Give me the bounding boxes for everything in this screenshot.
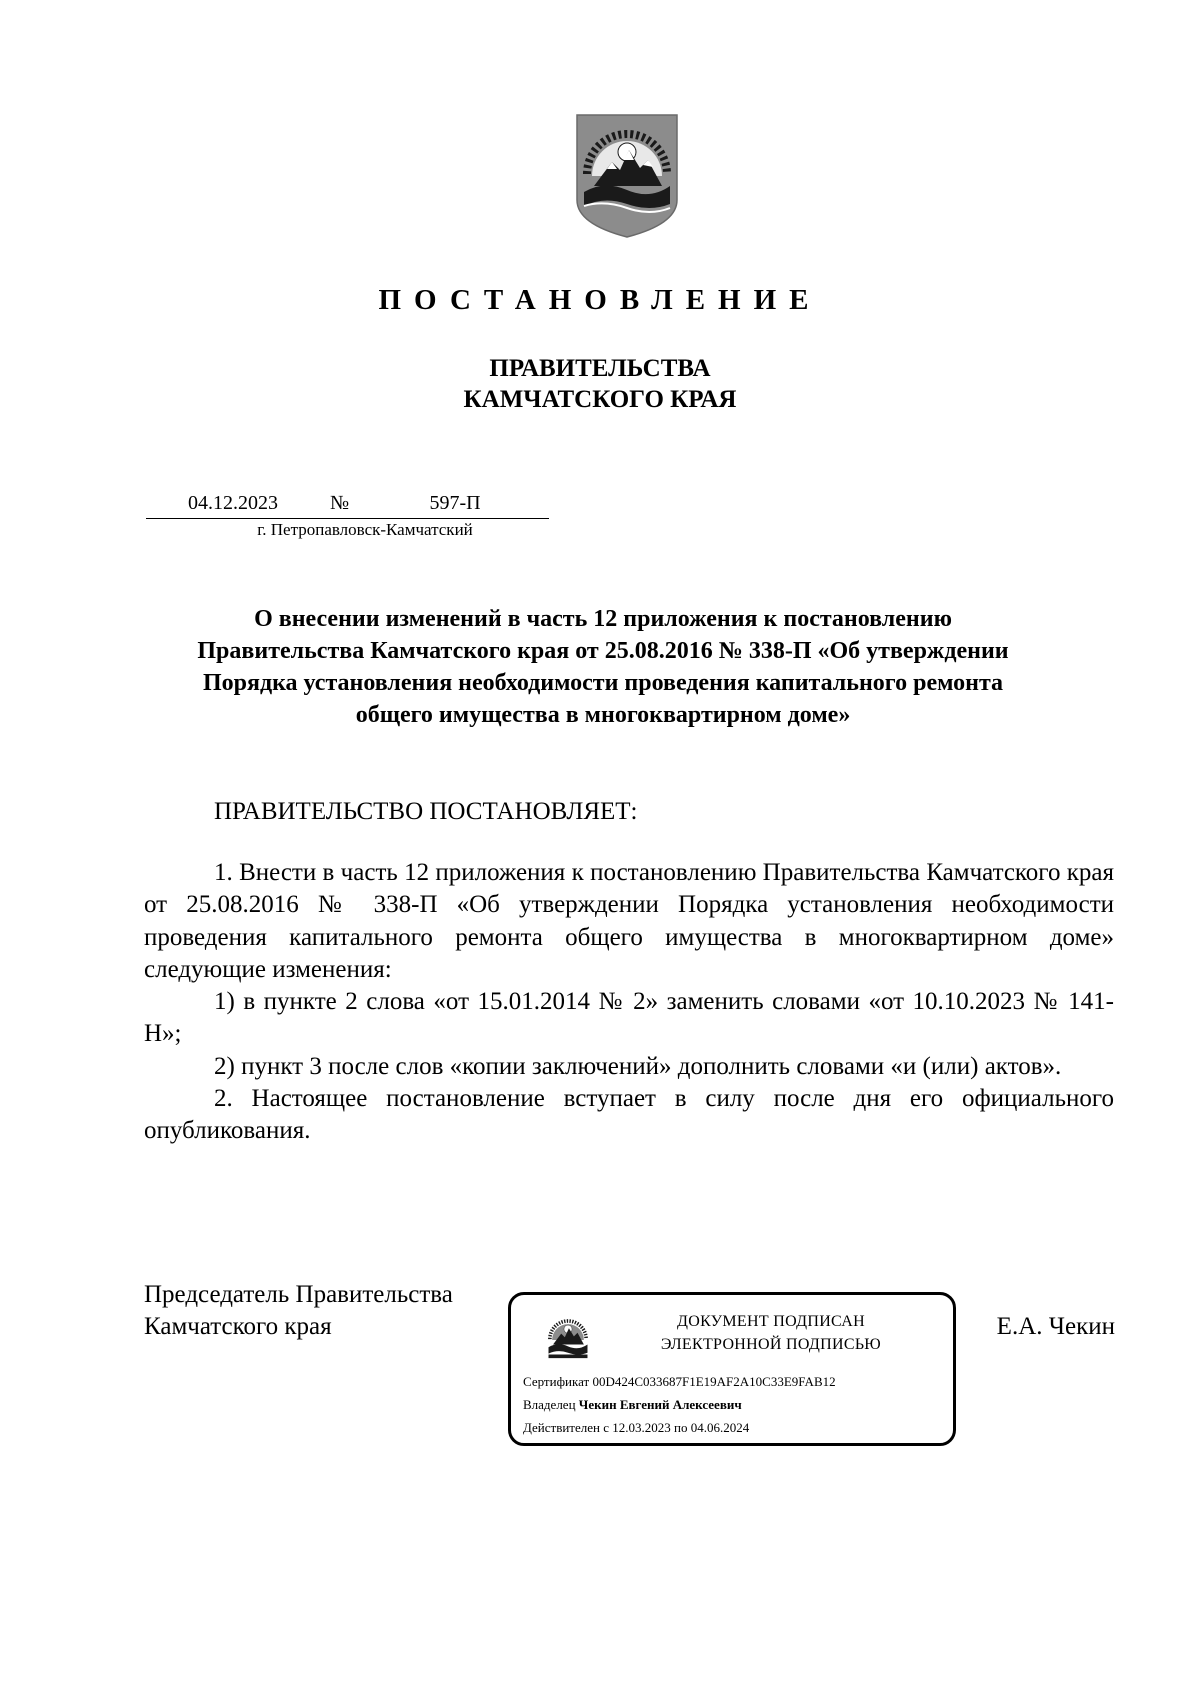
kamchatka-coat-of-arms-icon — [543, 1311, 593, 1369]
paragraph: 1. Внести в часть 12 приложения к постановлению Правительства Камчатского края от 25.08.2016 № 338-П «Об утверждении Порядка установления необходимости проведения капитального ремонта общего имущества в многоквартирном доме» следующие изменения: — [144, 859, 1114, 983]
electronic-signature-stamp — [508, 1292, 956, 1446]
authority-line-1: ПРАВИТЕЛЬСТВА — [489, 355, 711, 382]
signer-position-line: Председатель Правительства — [144, 1281, 453, 1308]
title-line: Порядка установления необходимости проведения капитального ремонта — [202, 670, 1004, 696]
authority-line-2: КАМЧАТСКОГО КРАЯ — [463, 386, 737, 413]
document-title — [150, 603, 1056, 731]
document-body — [144, 857, 1114, 1148]
paragraph: 1) в пункте 2 слова «от 15.01.2014 № 2» заменить словами «от 10.10.2023 № 141-Н»; — [144, 988, 1114, 1048]
number-sign: № — [330, 492, 350, 514]
paragraph: 2. Настоящее постановление вступает в силу после дня его официального опубликования. — [144, 1085, 1114, 1145]
document-number: 597-П — [429, 492, 481, 514]
date-number-underline — [146, 518, 549, 519]
stamp-valid-to-label: по — [674, 1420, 688, 1435]
signer-position — [144, 1279, 453, 1343]
signer-position-line: Камчатского края — [144, 1313, 332, 1340]
stamp-owner-row — [523, 1397, 742, 1413]
signer-name: Е.А. Чекин — [996, 1313, 1115, 1340]
stamp-validity-row — [523, 1420, 749, 1436]
stamp-certificate-label: Сертификат — [523, 1374, 590, 1389]
stamp-owner-label: Владелец — [523, 1397, 576, 1412]
stamp-certificate-row — [523, 1374, 836, 1390]
title-line: О внесении изменений в часть 12 приложения к постановлению — [254, 606, 952, 632]
stamp-valid-from: 12.03.2023 — [612, 1420, 671, 1435]
paragraph: 2) пункт 3 после слов «копии заключений» дополнить словами «и (или) актов». — [214, 1052, 1062, 1080]
stamp-title-line: ДОКУМЕНТ ПОДПИСАН — [677, 1313, 865, 1330]
document-type-heading: ПОСТАНОВЛЕНИЕ — [378, 284, 822, 316]
stamp-certificate-value: 00D424C033687F1E19AF2A10C33E9FAB12 — [592, 1374, 836, 1389]
title-line: общего имущества в многоквартирном доме» — [355, 702, 851, 728]
title-line: Правительства Камчатского края от 25.08.2016 № 338-П «Об утверждении — [197, 638, 1009, 664]
stamp-owner-value: Чекин Евгений Алексеевич — [578, 1397, 742, 1412]
stamp-title-line: ЭЛЕКТРОННОЙ ПОДПИСЬЮ — [660, 1336, 882, 1353]
decree-statement: ПРАВИТЕЛЬСТВО ПОСТАНОВЛЯЕТ: — [214, 798, 638, 825]
kamchatka-coat-of-arms-icon — [574, 112, 680, 240]
stamp-valid-to: 04.06.2024 — [690, 1420, 750, 1435]
stamp-valid-label: Действителен с — [523, 1420, 609, 1435]
document-date: 04.12.2023 — [188, 492, 278, 514]
document-city: г. Петропавловск-Камчатский — [257, 520, 473, 539]
